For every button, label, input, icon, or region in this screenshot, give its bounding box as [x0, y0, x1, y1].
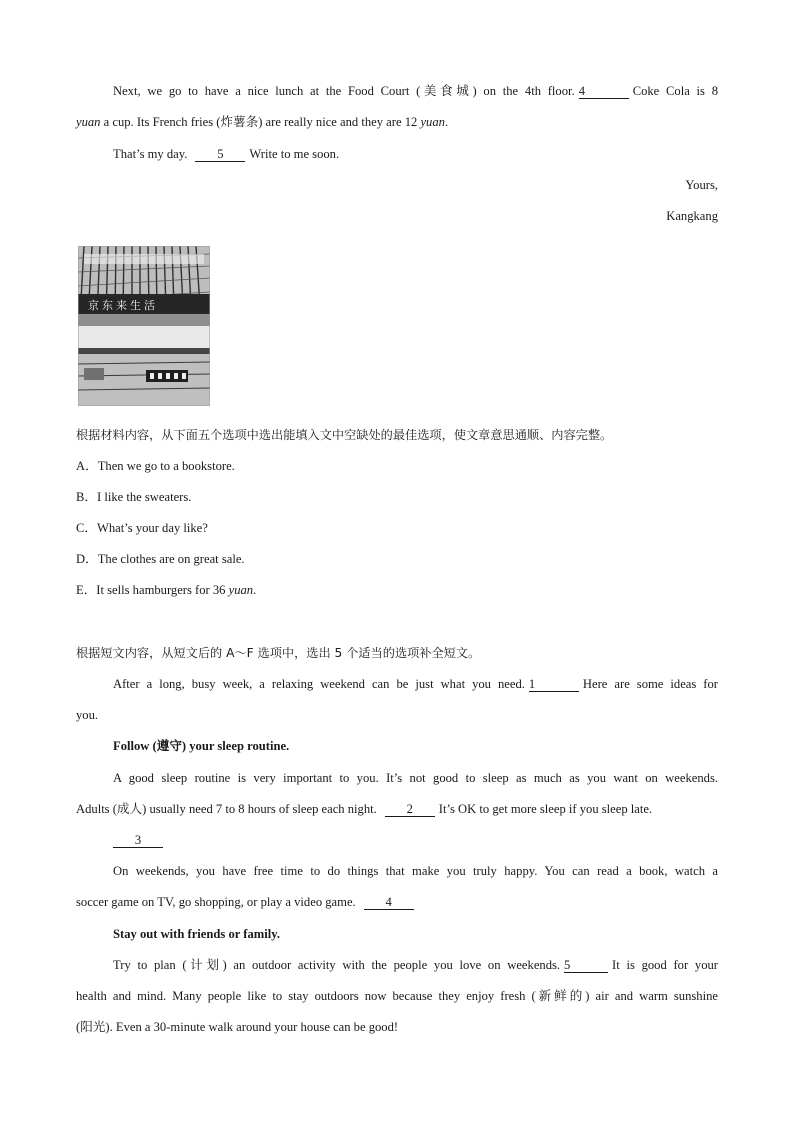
- sleep-line-1: A good sleep routine is very important to you. It’s not good to sleep as much as you want on weekends.: [113, 771, 718, 785]
- option-letter: A．: [76, 459, 98, 473]
- option-e: [76, 582, 718, 598]
- task2-instruction: 根据短文内容，从短文后的 A～F 选项中，选出 5 个适当的选项补全短文。: [76, 646, 481, 660]
- blank-5: 5: [195, 148, 245, 162]
- passage-text: soccer game on TV, go shopping, or play a video game.: [76, 895, 356, 909]
- task1-instruction: 根据材料内容，从下面五个选项中选出能填入文中空缺处的最佳选项，使文章意思通顺、内容完整。: [76, 428, 613, 442]
- yuan-italic: yuan: [76, 115, 101, 129]
- blank-5-passage: 5: [564, 959, 608, 973]
- letter-text: .: [444, 115, 449, 129]
- intro-line-1: [113, 676, 718, 692]
- option-d: [76, 551, 718, 567]
- heading-sleep-routine: Follow (遵守) your sleep routine.: [113, 739, 290, 753]
- option-text: .: [253, 583, 257, 597]
- passage-text: It’s OK to get more sleep if you sleep late.: [438, 802, 653, 816]
- heading-stay-out: Stay out with friends or family.: [113, 927, 280, 941]
- outdoor-line-1: [113, 957, 718, 973]
- blank-1: 1: [529, 678, 579, 692]
- option-letter: D．: [76, 552, 98, 566]
- shopping-mall-photo: [78, 246, 210, 406]
- yuan-italic: yuan: [228, 583, 254, 597]
- option-b: [76, 489, 718, 505]
- free-time-line-1: On weekends, you have free time to do things that make you truly happy. You can read a book, watch a: [113, 864, 718, 878]
- mall-sign-text: 京东来生活: [88, 299, 158, 312]
- blank-4: 4: [579, 85, 629, 99]
- yuan-italic: yuan: [420, 115, 445, 129]
- letter-paragraph-2: [113, 146, 718, 162]
- option-text: What’s your day like?: [97, 521, 208, 535]
- option-a: [76, 458, 718, 474]
- letter-text: a cup. Its French fries (炸薯条) are really nice and they are 12: [100, 115, 421, 129]
- blank-3-line: [113, 832, 718, 848]
- passage-text: It is good for your: [612, 958, 718, 972]
- option-text: Then we go to a bookstore.: [97, 459, 235, 473]
- blank-2: 2: [385, 803, 435, 817]
- letter-text: Coke Cola is 8: [632, 84, 719, 98]
- passage-text: Adults (成人) usually need 7 to 8 hours of sleep each night.: [76, 802, 377, 816]
- option-letter: C．: [76, 521, 97, 535]
- letter-paragraph-1-line-1: [113, 83, 718, 99]
- free-time-line-2: [76, 894, 718, 910]
- blank-3: 3: [113, 834, 163, 848]
- passage-text: Try to plan (计划) an outdoor activity with the people you love on weekends.: [113, 958, 561, 972]
- option-letter: E．: [76, 583, 97, 597]
- letter-text: Write to me soon.: [249, 147, 340, 161]
- letter-signature: Kangkang: [666, 209, 718, 223]
- sleep-line-2: [76, 801, 718, 817]
- letter-text: That’s my day.: [113, 147, 188, 161]
- intro-line-2: you.: [76, 708, 99, 722]
- passage-text: After a long, busy week, a relaxing weekend can be just what you need.: [113, 677, 525, 691]
- option-text: The clothes are on great sale.: [97, 552, 245, 566]
- passage-text: Here are some ideas for: [582, 677, 718, 691]
- letter-text: Next, we go to have a nice lunch at the Food Court (美食城) on the 4th floor.: [113, 84, 575, 98]
- option-text: It sells hamburgers for 36: [96, 583, 229, 597]
- letter-closing: Yours,: [685, 178, 718, 192]
- outdoor-line-3: (阳光). Even a 30-minute walk around your house can be good!: [76, 1020, 399, 1034]
- option-letter: B．: [76, 490, 97, 504]
- letter-paragraph-1-line-2: [76, 114, 718, 130]
- outdoor-line-2: health and mind. Many people like to stay outdoors now because they enjoy fresh (新鲜的) air and warm sunshine: [76, 989, 718, 1003]
- blank-4-passage: 4: [364, 896, 414, 910]
- option-text: I like the sweaters.: [97, 490, 192, 504]
- option-c: [76, 520, 718, 536]
